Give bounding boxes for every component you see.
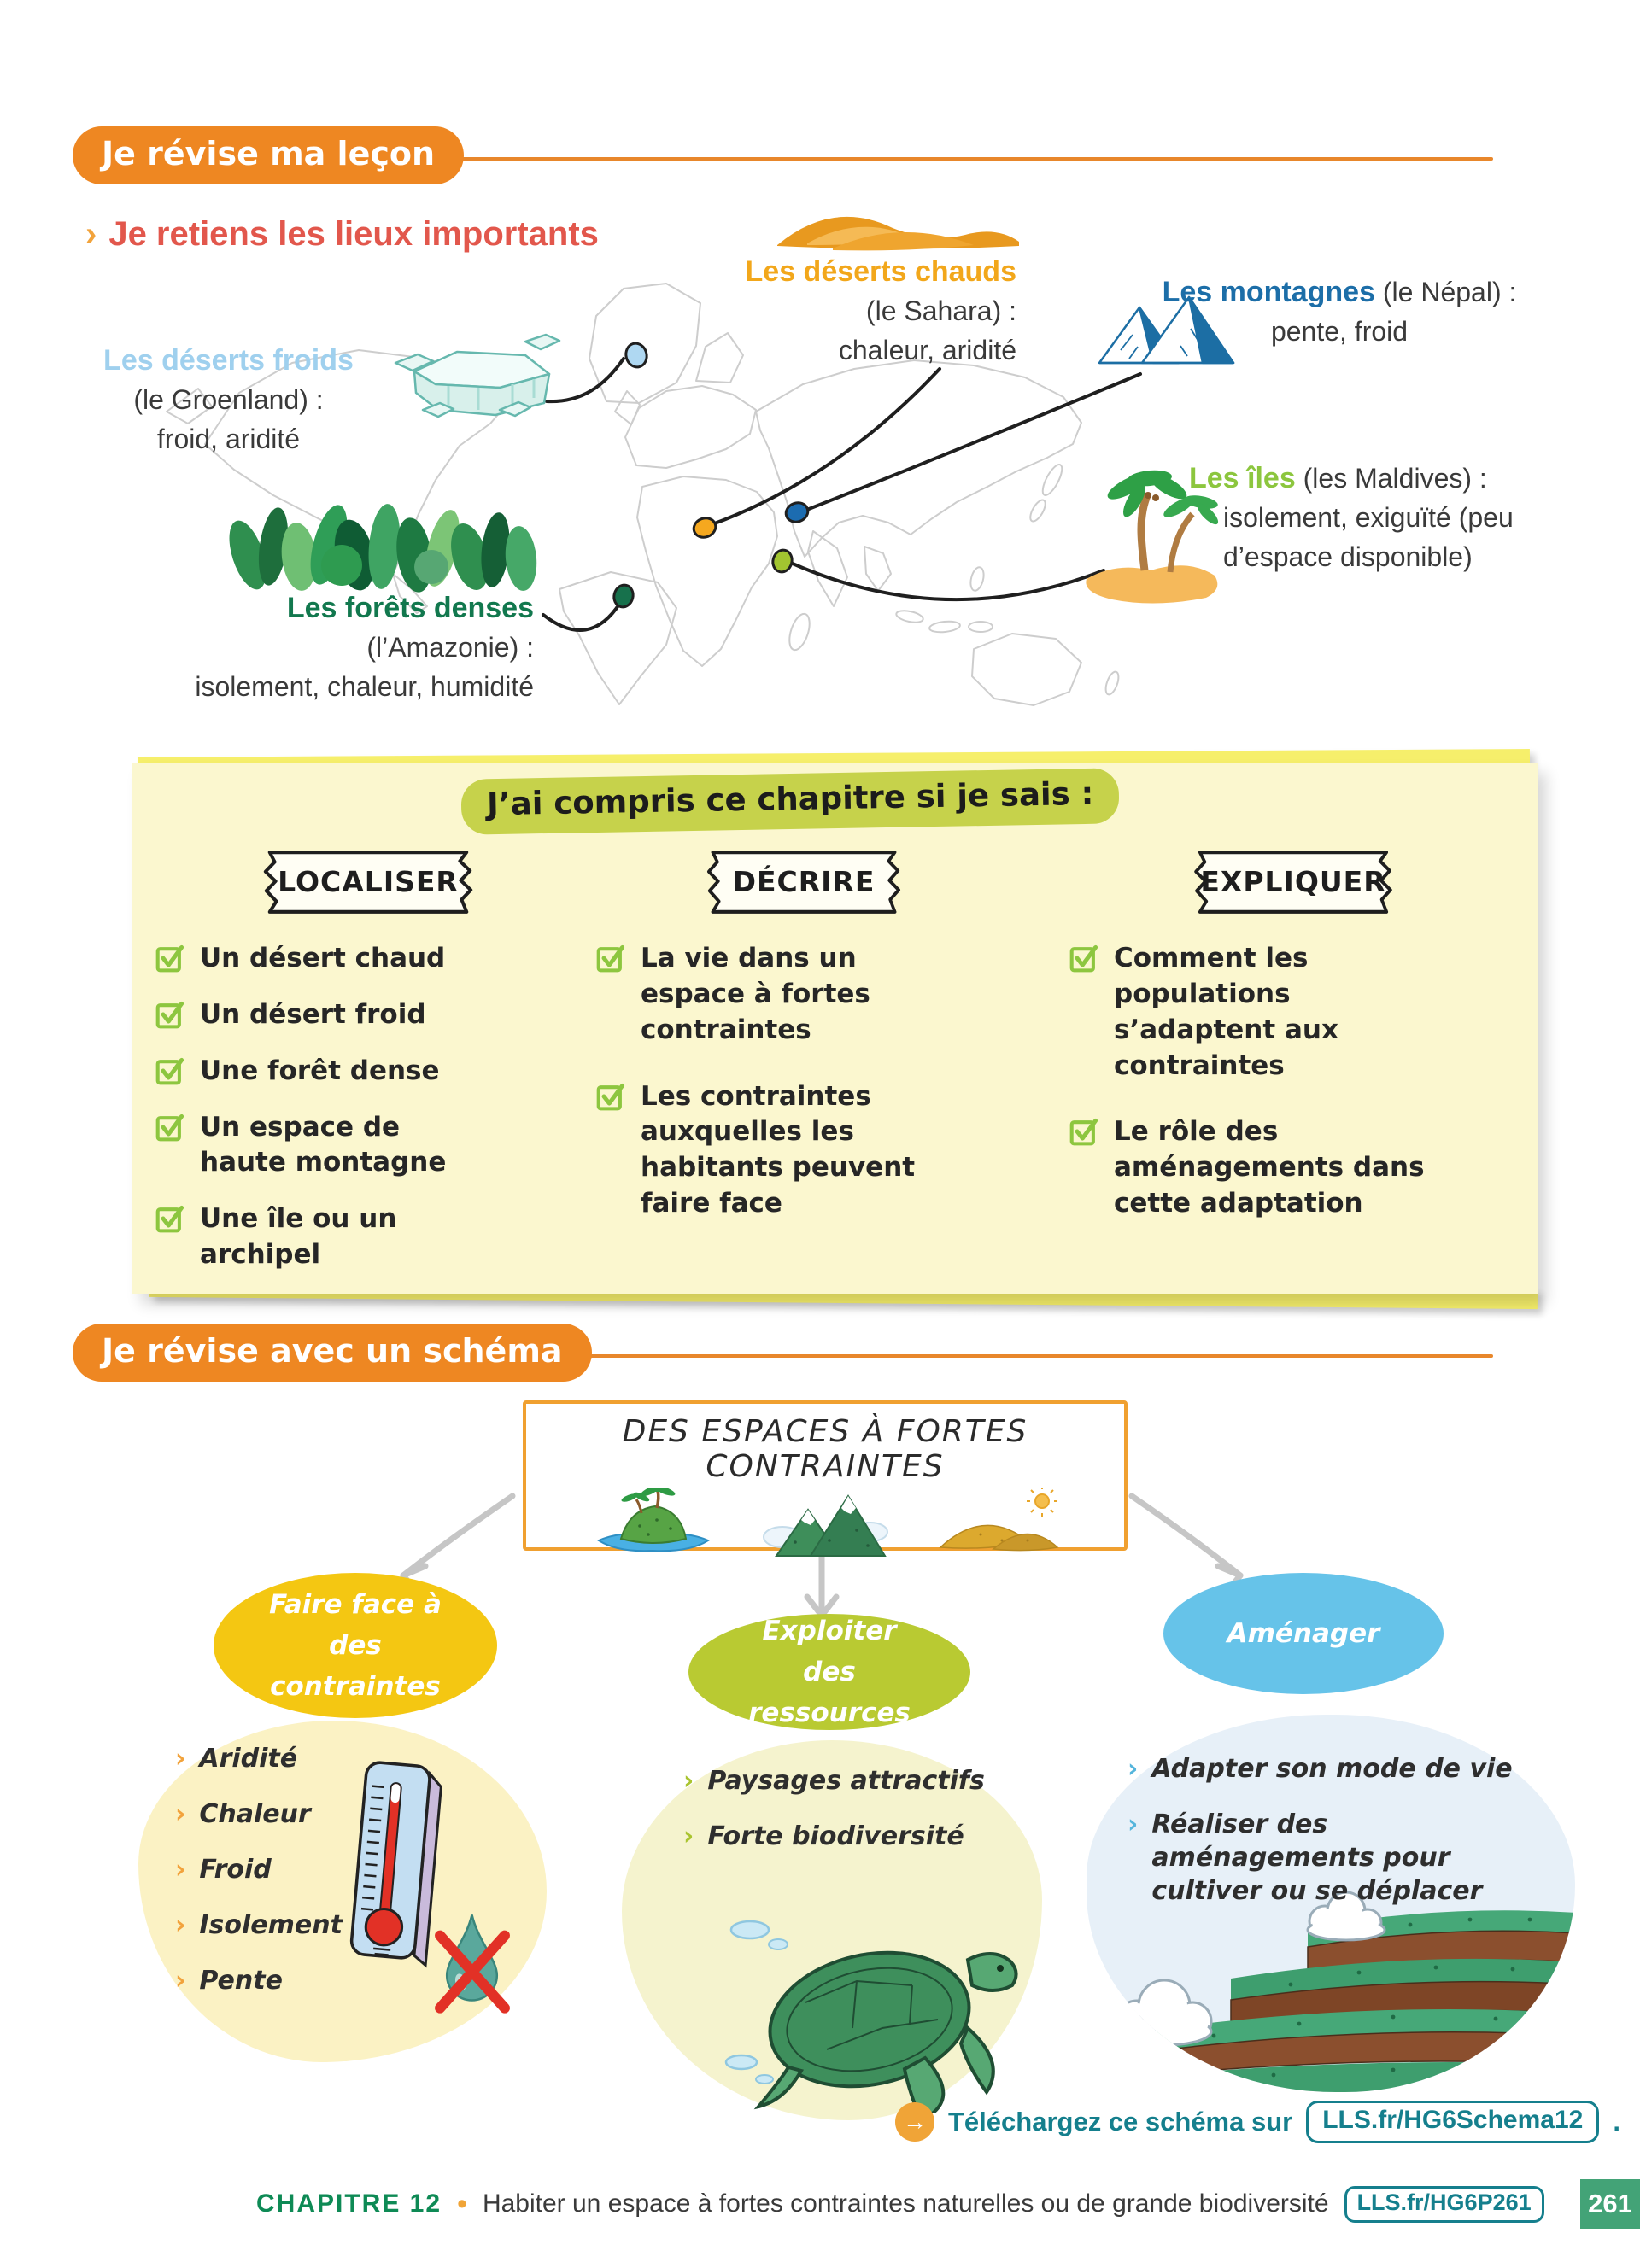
chevron-icon: › (1128, 1809, 1139, 1839)
section-revise-schema-badge (73, 1324, 592, 1382)
checklist-item: Les contraintes auxquelles les habitants peuvent faire face (596, 1079, 964, 1222)
checkbox-icon (155, 943, 186, 973)
jungle-leaves-icon (222, 501, 539, 594)
iceberg-icon (395, 335, 559, 417)
dunes-icon (777, 217, 1019, 251)
marker-maldives (770, 548, 794, 575)
checkbox-icon (155, 1112, 186, 1143)
chevron-icon: › (175, 1799, 186, 1829)
download-arrow-icon: → (895, 2102, 934, 2142)
chevron-icon: › (175, 1855, 186, 1885)
list-item: › Chaleur (175, 1799, 311, 1829)
checklist-column-decrire (596, 941, 964, 1242)
island-icon (589, 1488, 717, 1560)
arrow-right-icon (1132, 1496, 1240, 1575)
label-islands: Les îles (les Maldives) : isolement, exiguïté (peu d’espace disponible) (1189, 462, 1514, 572)
list-item: › Isolement (175, 1910, 343, 1940)
checkbox-icon (155, 1203, 186, 1234)
label-forests: Les forêts denses (l’Amazonie) : isolement, chaleur, humidité (195, 592, 534, 702)
badge-label: Je révise avec un schéma (102, 1332, 563, 1370)
schema-icons-row (526, 1488, 1124, 1560)
bullet-icon: • (457, 2187, 467, 2220)
note-title (461, 774, 1119, 829)
no-water-icon (431, 1911, 513, 2015)
section-divider-line (427, 157, 1493, 161)
checklist-column-expliquer (1069, 941, 1462, 1242)
checklist-item: Un désert chaud (155, 941, 465, 977)
schema-title-box (523, 1400, 1128, 1551)
chevron-icon: › (683, 1766, 694, 1796)
chevron-icon: › (683, 1821, 694, 1851)
checklist-item: Une forêt dense (155, 1054, 465, 1090)
list-item: › Paysages attractifs (683, 1766, 985, 1796)
marker-sahara (691, 515, 718, 541)
section-divider-line (512, 1354, 1493, 1358)
checklist-item: La vie dans un espace à fortes contraintes (596, 941, 964, 1049)
amenager-list (1128, 1752, 1538, 1930)
tag-decrire: DÉCRIRE (699, 847, 909, 917)
checklist-item: Comment les populations s’adaptent aux contraintes (1069, 941, 1462, 1084)
checkbox-icon (155, 999, 186, 1030)
label-mountains: Les montagnes (le Népal) : pente, froid (1162, 276, 1517, 348)
checkbox-icon (155, 1055, 186, 1086)
checkbox-icon (1069, 1116, 1100, 1147)
section-revise-lesson-badge (73, 126, 464, 184)
list-item: › Réaliser des aménagements pour cultiver ou se déplacer (1128, 1809, 1483, 1906)
ressources-list (683, 1764, 1025, 1875)
tag-expliquer: EXPLIQUER (1186, 847, 1401, 917)
branch-ellipse-ressources: Exploiter des ressources (688, 1614, 970, 1730)
schema-title: DES ESPACES À FORTES CONTRAINTES (622, 1414, 1028, 1484)
marker-amazon (612, 583, 636, 610)
chapter-title: Habiter un espace à fortes contraintes naturelles ou de grande biodiversité (482, 2189, 1329, 2218)
checkbox-icon (596, 1081, 627, 1112)
checklist-item: Le rôle des aménagements dans cette adaptation (1069, 1114, 1462, 1222)
schema-link-badge[interactable]: LLS.fr/HG6Schema12 (1306, 2101, 1599, 2143)
list-item: › Forte biodiversité (683, 1821, 964, 1851)
chapter-label: CHAPITRE 12 (256, 2189, 442, 2218)
list-item: › Froid (175, 1855, 272, 1885)
page-link-badge[interactable]: LLS.fr/HG6P261 (1344, 2186, 1544, 2223)
checklist-item: Une île ou un archipel (155, 1201, 465, 1273)
mountains-icon (761, 1488, 889, 1560)
checkbox-icon (596, 943, 627, 973)
chevron-right-icon: › (85, 215, 97, 253)
checklist-item: Un espace de haute montagne (155, 1110, 465, 1182)
cloud-icon (1116, 1980, 1211, 2045)
list-item: › Pente (175, 1966, 283, 1996)
checklist-column-localiser (155, 941, 465, 1294)
arrow-left-icon (403, 1496, 512, 1575)
badge-label: Je révise ma leçon (102, 135, 436, 172)
tag-localiser: LOCALISER (255, 847, 482, 917)
chevron-icon: › (175, 1744, 186, 1774)
checklist-item: Un désert froid (155, 997, 465, 1033)
chevron-icon: › (1128, 1754, 1139, 1784)
lesson-heading: › Je retiens les lieux importants (85, 215, 599, 253)
turtle-icon (712, 1900, 1045, 2113)
marker-greenland (624, 341, 649, 369)
checkbox-icon (1069, 943, 1100, 973)
desert-icon (934, 1488, 1062, 1560)
chevron-icon: › (175, 1910, 186, 1940)
list-item: › Adapter son mode de vie (1128, 1754, 1513, 1784)
chevron-icon: › (175, 1966, 186, 1996)
list-item: › Aridité (175, 1744, 298, 1774)
download-row: → Téléchargez ce schéma sur LLS.fr/HG6Schema12 . (895, 2101, 1620, 2143)
branch-ellipse-amenager: Aménager (1163, 1573, 1444, 1694)
label-hot-deserts: Les déserts chauds (le Sahara) : chaleur, aridité (745, 255, 1016, 365)
page-footer (256, 2179, 1640, 2229)
page-number: 261 (1580, 2179, 1640, 2229)
branch-ellipse-contraintes: Faire face à des contraintes (214, 1573, 497, 1718)
note-title-highlight: J’ai compris ce chapitre si je sais : (460, 768, 1119, 834)
label-cold-deserts: Les déserts froids (le Groenland) : froid, aridité (103, 344, 354, 454)
